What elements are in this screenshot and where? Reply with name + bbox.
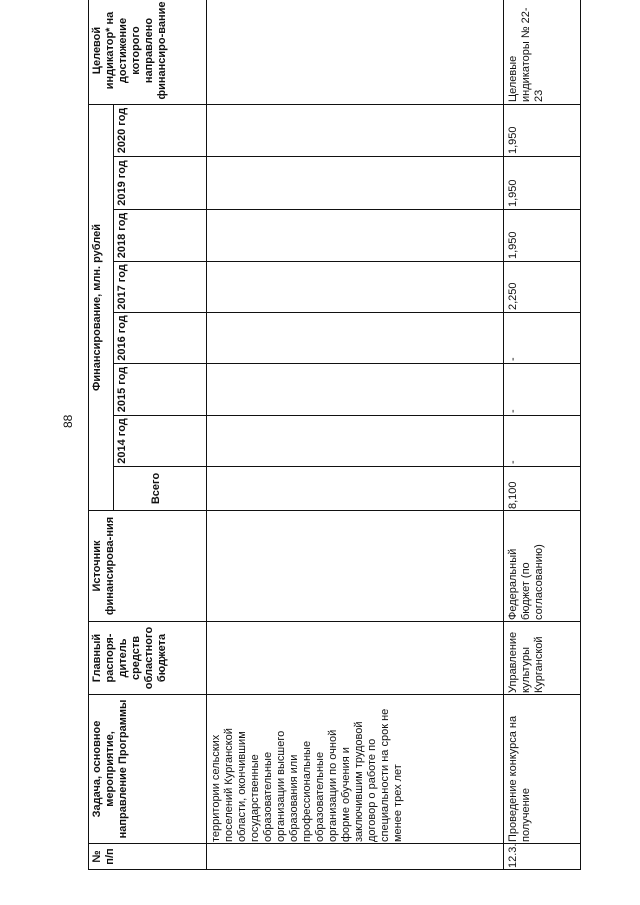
- header-indicator: Целевой индикатор* на достижение которого направлено финансиро-вание: [91, 1, 168, 100]
- header-year-2020: 2020 год: [116, 107, 128, 154]
- row-12-3-2019: 1,950: [507, 179, 519, 207]
- header-manager: Главный распоря-дитель средств областного бюджета: [91, 626, 168, 690]
- header-year-2017: 2017 год: [116, 264, 128, 310]
- row-12-3-2017: 2,250: [507, 282, 519, 310]
- header-year-2016: 2016 год: [116, 315, 128, 361]
- row-12-3-2014: -: [507, 460, 519, 464]
- row-12-3-source: Федеральный бюджет (по согласованию): [507, 544, 545, 620]
- row-12-3-manager: Управление культуры Курганской: [507, 631, 545, 693]
- header-year-2015: 2015 год: [116, 366, 128, 413]
- header-year-2019: 2019 год: [116, 160, 128, 206]
- row-12-3-num: 12.3.: [507, 844, 519, 868]
- row-12-3-2015: -: [507, 409, 519, 413]
- header-num: № п/п: [91, 848, 116, 865]
- page-number: 88: [61, 414, 75, 428]
- row-12-3-total: 8,100: [507, 481, 519, 509]
- header-task: Задача, основное мероприятие, направление Программы: [91, 699, 129, 839]
- row-12-3-2016: -: [507, 357, 519, 361]
- row-12-3-2020: 1,950: [507, 126, 519, 154]
- row-12-3-2018: 1,950: [507, 231, 519, 259]
- header-year-2018: 2018 год: [116, 212, 128, 259]
- header-source: Источник финансирова-ния: [91, 516, 116, 616]
- header-financing: Финансирование, млн. рублей: [91, 223, 103, 392]
- header-year-2014: 2014 год: [116, 418, 128, 464]
- row-12-3-task: Проведение конкурса на получение: [507, 715, 532, 842]
- header-total: Всего: [150, 472, 162, 505]
- task-continuation-text: территории сельских поселений Курганской области, окончившим государственные образовательные организации высшего образования или профессиональные образовательные организации по очной форме обучения и заключившим трудовой договор о работе по специальности на срок не менее трех лет: [210, 708, 404, 842]
- row-12-3-indicator: Целевые индикаторы № 22-23: [507, 7, 545, 102]
